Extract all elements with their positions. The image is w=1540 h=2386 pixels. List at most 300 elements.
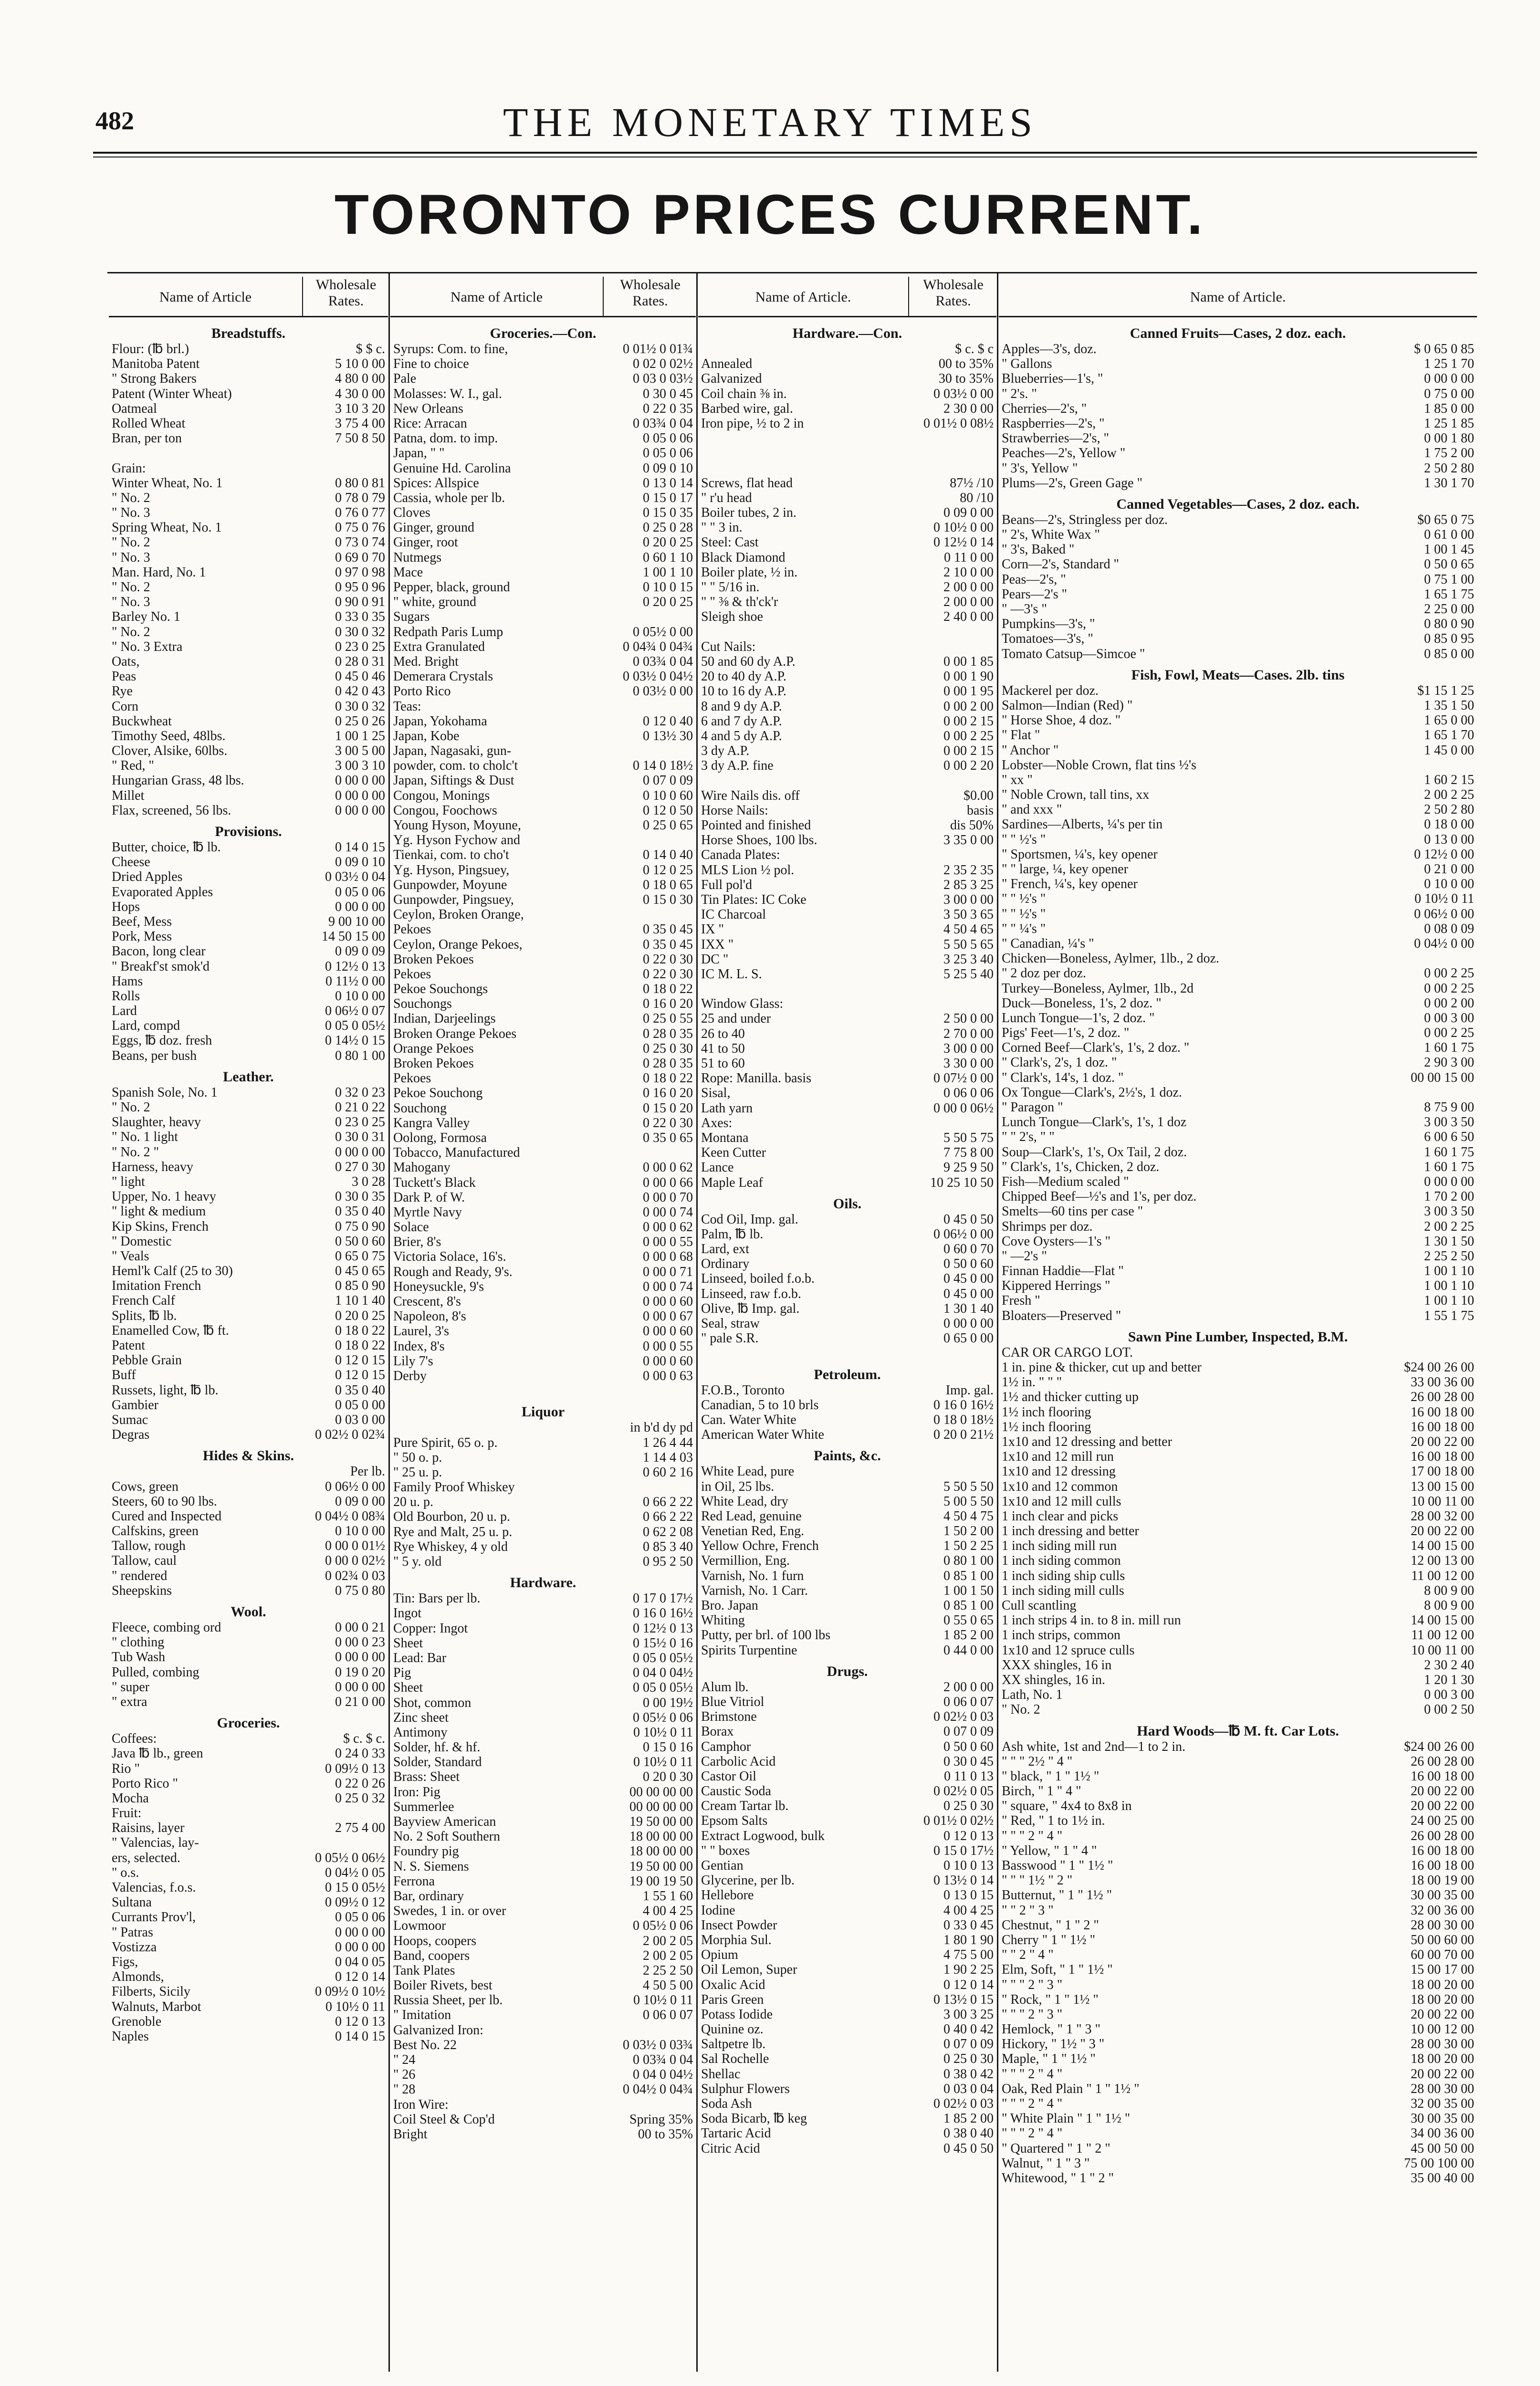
article-name: " Paragon " (1002, 1100, 1063, 1115)
price-row (390, 2023, 696, 2038)
price-row (698, 1873, 996, 1888)
price-row (109, 356, 388, 371)
masthead: THE MONETARY TIMES (503, 99, 1037, 145)
article-name: " Quartered " 1 " 2 " (1002, 2141, 1110, 2156)
article-name: Brier, 8's (393, 1235, 441, 1250)
article-name: Old Bourbon, 20 u. p. (393, 1509, 510, 1525)
price-row (999, 371, 1477, 386)
article-name: Imitation French (112, 1278, 201, 1294)
article-name: Pigs' Feet—1's, 2 doz. " (1002, 1026, 1130, 1041)
price-row (999, 1085, 1477, 1100)
article-price: 0 09 0 00 (335, 1494, 385, 1509)
article-name: Chicken—Boneless, Aylmer, 1lb., 2 doz. (1002, 951, 1219, 966)
price-row (698, 1287, 996, 1301)
article-price: 0 30 0 31 (335, 1130, 385, 1145)
price-row (390, 1324, 696, 1339)
price-row (109, 1865, 388, 1880)
article-price: 0 02½ 0 03 (933, 2096, 994, 2111)
price-row (999, 1375, 1477, 1390)
article-price: 0 14½ 0 15 (325, 1033, 385, 1048)
price-row (109, 1145, 388, 1160)
article-price: 0 60 0 70 (943, 1242, 994, 1257)
price-row (109, 900, 388, 914)
article-name: 50 and 60 dy A.P. (701, 654, 796, 669)
article-name: " No. 2 " (112, 1144, 159, 1160)
article-name: Tallow, rough (112, 1538, 186, 1554)
article-name: " Domestic (112, 1234, 172, 1249)
article-price: 0 00 0 70 (643, 1190, 693, 1205)
article-price: 28 00 30 00 (1411, 1917, 1474, 1933)
article-name: " Veals (112, 1248, 149, 1264)
price-row (390, 1844, 696, 1859)
article-name: Beef, Mess (112, 914, 172, 929)
price-row (390, 982, 696, 996)
article-name: Montana (701, 1130, 749, 1145)
article-name: " Horse Shoe, 4 doz. " (1002, 713, 1121, 728)
price-row (698, 1962, 996, 1977)
article-price: 7 75 8 00 (943, 1145, 994, 1161)
article-name: " " ½'s " (1002, 891, 1046, 907)
price-row (999, 1843, 1477, 1858)
article-price: 20 00 22 00 (1411, 1799, 1474, 1814)
article-name: Fresh " (1002, 1293, 1040, 1308)
price-row (999, 936, 1477, 951)
article-price: 0 01½ 0 02½ (923, 1813, 994, 1829)
price-row (698, 1613, 996, 1628)
article-name: Galvanized Iron: (393, 2022, 483, 2038)
article-price: 0 00 0 55 (643, 1235, 693, 1250)
price-row (698, 907, 996, 922)
article-name: Sheet (393, 1635, 423, 1651)
price-row (999, 817, 1477, 832)
article-price: 3 50 3 65 (943, 907, 994, 922)
price-row (390, 1145, 696, 1160)
price-row (999, 891, 1477, 906)
article-name: Spices: Allspice (393, 475, 479, 491)
article-price: 0 00 0 66 (643, 1175, 693, 1190)
article-price: 3 00 3 25 (943, 2007, 994, 2022)
article-name: Shellac (701, 2066, 741, 2082)
article-price: 0 20 0 21½ (933, 1427, 994, 1443)
article-name: Sugars (393, 609, 430, 625)
article-name: " clothing (112, 1635, 165, 1650)
price-row (999, 2067, 1477, 2082)
article-name: Shrimps per doz. (1002, 1219, 1093, 1234)
article-price: 0 10½ 0 11 (633, 1725, 693, 1740)
article-price: 0 07 0 09 (643, 773, 693, 788)
article-name: Nutmegs (393, 550, 442, 565)
article-name: Whitewood, " 1 " 2 " (1002, 2170, 1114, 2186)
article-price: 1 55 1 60 (643, 1888, 693, 1904)
article-name: Russia Sheet, per lb. (393, 1993, 503, 2008)
article-price: 0 00 0 60 (643, 1324, 693, 1339)
article-price: 0 22 0 30 (643, 966, 693, 982)
article-price: 1 65 1 70 (1424, 728, 1474, 743)
price-row (109, 1338, 388, 1353)
section-heading (390, 1569, 696, 1591)
price-row (109, 1398, 388, 1413)
price-row (698, 1903, 996, 1918)
article-price: 0 00 0 06½ (933, 1100, 994, 1116)
article-price: 0 18 0 18½ (933, 1412, 994, 1427)
price-row (390, 743, 696, 758)
article-name: Iron pipe, ½ to 2 in (701, 416, 804, 431)
price-row (999, 1613, 1477, 1628)
price-row (698, 1271, 996, 1286)
price-row (109, 1746, 388, 1761)
price-row (109, 773, 388, 788)
article-price: 2 50 0 00 (943, 1011, 994, 1026)
section-heading (999, 320, 1477, 342)
article-price: 2 70 0 00 (943, 1026, 994, 1041)
price-row (698, 743, 996, 758)
price-row (109, 1851, 388, 1865)
article-name: Soup—Clark's, 1's, Ox Tail, 2 doz. (1002, 1144, 1187, 1160)
price-row (698, 788, 996, 803)
price-row (390, 1235, 696, 1249)
article-price: 5 50 5 75 (943, 1130, 994, 1145)
article-name: Porto Rico " (112, 1776, 178, 1791)
article-name: Dark P. of W. (393, 1190, 465, 1205)
article-name: Man. Hard, No. 1 (112, 565, 206, 580)
article-price: 3 00 0 00 (943, 1041, 994, 1056)
article-name: Sumac (112, 1412, 148, 1427)
article-name: Demerara Crystals (393, 669, 493, 684)
article-price: 0 07 0 09 (943, 1724, 994, 1739)
price-row (109, 625, 388, 639)
price-row (698, 371, 996, 386)
section-heading-text: Breadstuffs. (211, 325, 286, 341)
article-price: 0 38 0 40 (943, 2126, 994, 2141)
article-name: Butter, choice, ℔ lb. (112, 840, 221, 855)
column-header (390, 276, 696, 317)
article-price: 0 30 0 45 (643, 386, 693, 401)
price-row (390, 654, 696, 669)
article-name: Flour: (℔ brl.) (112, 342, 189, 356)
article-price: 0 13½ 0 14 (933, 1873, 994, 1888)
article-price: 3 30 0 00 (943, 1056, 994, 1071)
article-price: 0 33 0 35 (335, 609, 385, 625)
price-row (390, 907, 696, 922)
article-price: 0 04½ 0 05 (325, 1865, 385, 1880)
column-divider (997, 272, 998, 2372)
article-name: Souchongs (393, 996, 452, 1012)
article-price: 00 00 00 00 (629, 1784, 693, 1800)
article-name: 20 to 40 dy A.P. (701, 669, 786, 684)
article-name: Solder, Standard (393, 1755, 482, 1770)
article-name: Rolled Wheat (112, 416, 186, 431)
price-row (109, 1189, 388, 1204)
price-row (999, 1702, 1477, 1717)
price-row (390, 520, 696, 535)
article-name: 1½ inch flooring (1002, 1404, 1091, 1420)
price-row (390, 1220, 696, 1235)
article-price: 1 65 0 00 (1424, 713, 1474, 728)
article-price: 0 04¾ 0 04¾ (623, 639, 693, 654)
article-name: " Strong Bakers (112, 371, 197, 387)
article-name: Pebble Grain (112, 1353, 182, 1368)
price-row (109, 1969, 388, 1984)
article-price: 0 85 1 00 (943, 1568, 994, 1583)
price-row (390, 2127, 696, 2142)
article-name: Cod Oil, Imp. gal. (701, 1212, 798, 1227)
article-name: " " ½'s " (1002, 906, 1046, 921)
article-price: 0 07½ 0 00 (933, 1071, 994, 1086)
price-row (999, 877, 1477, 891)
article-name: Fine to choice (393, 356, 469, 372)
article-name: Hemlock, " 1 " 3 " (1002, 2022, 1100, 2037)
article-name: Whiting (701, 1613, 745, 1628)
price-row (390, 356, 696, 371)
price-row (999, 1583, 1477, 1598)
article-name: Figs, (112, 1954, 138, 1969)
article-price: 0 35 0 40 (335, 1382, 385, 1398)
article-price: 0 25 0 32 (335, 1790, 385, 1806)
article-price: 0 00 3 00 (1424, 1010, 1474, 1026)
price-row (109, 1130, 388, 1144)
article-price: 0 14 0 18½ (633, 758, 693, 774)
price-row (390, 2082, 696, 2097)
price-row (109, 1234, 388, 1249)
article-name: Oats, (112, 654, 140, 669)
price-row (390, 461, 696, 476)
article-name: Varnish, No. 1 furn (701, 1568, 804, 1583)
article-name: " light & medium (112, 1204, 206, 1219)
price-row (999, 1055, 1477, 1070)
price-row (390, 1294, 696, 1309)
price-row (109, 609, 388, 624)
section-heading (698, 1190, 996, 1212)
price-row (999, 1040, 1477, 1055)
article-price: 0 09 0 09 (335, 944, 385, 959)
article-price: 16 00 18 00 (1411, 1858, 1474, 1873)
article-price: 0 12 0 40 (643, 713, 693, 729)
article-price: 75 00 100 00 (1404, 2156, 1474, 2171)
article-name: 1 inch clear and picks (1002, 1508, 1119, 1524)
article-name: Rye (112, 684, 133, 699)
article-name: Sheet (393, 1680, 423, 1695)
article-name: Grain: (112, 460, 146, 476)
price-row (390, 1636, 696, 1651)
article-name: " Red, " 1 to 1½ in. (1002, 1813, 1105, 1829)
article-name: Japan, Nagasaki, gun- (393, 743, 512, 759)
price-row (999, 2037, 1477, 2051)
article-price: 00 00 00 00 (629, 1799, 693, 1814)
price-column-4 (999, 272, 1477, 2372)
price-row (109, 840, 388, 855)
article-price: 4 75 5 00 (943, 1947, 994, 1963)
article-price: 0 03½ 0 04 (325, 869, 385, 885)
article-name: Keen Cutter (701, 1145, 766, 1161)
article-name: Calfskins, green (112, 1524, 199, 1539)
article-price: 2 30 2 40 (1424, 1657, 1474, 1673)
price-row (109, 520, 388, 535)
price-row (698, 1494, 996, 1509)
article-name: " " 2 " 3 " (1002, 1903, 1054, 1918)
article-name: " " 3 in. (701, 520, 743, 535)
article-price: 0 62 2 08 (643, 1524, 693, 1539)
article-name: American Water White (701, 1427, 824, 1443)
article-name: Degras (112, 1427, 150, 1443)
price-row (109, 1018, 388, 1033)
article-name: Full pol'd (701, 877, 752, 892)
article-name: Sulphur Flowers (701, 2081, 790, 2096)
article-name: 1x10 and 12 mill culls (1002, 1494, 1121, 1509)
price-row (999, 1204, 1477, 1219)
price-row (698, 996, 996, 1011)
article-price: 0 18 0 65 (643, 877, 693, 892)
price-row (698, 1918, 996, 1933)
article-name: Blue Vitriol (701, 1694, 765, 1709)
article-name: French Calf (112, 1293, 175, 1308)
price-row (698, 967, 996, 982)
article-price: 0 18 0 22 (335, 1338, 385, 1353)
article-price: 14 00 15 00 (1411, 1613, 1474, 1628)
price-row (390, 1934, 696, 1948)
price-row (109, 1650, 388, 1664)
article-price: 5 00 5 50 (943, 1494, 994, 1509)
article-price: 0 04 0 04½ (633, 1665, 693, 1681)
article-name: Gunpowder, Moyune (393, 877, 507, 892)
price-row (390, 1859, 696, 1874)
price-row (109, 743, 388, 758)
price-row (999, 832, 1477, 847)
price-row (999, 1219, 1477, 1234)
price-row (390, 550, 696, 565)
article-price: 4 30 0 00 (335, 386, 385, 401)
section-heading-text: Wool. (230, 1604, 266, 1620)
article-name: Walnuts, Marbot (112, 1999, 201, 2014)
price-row (390, 1993, 696, 2008)
article-price: 0 10 0 60 (643, 788, 693, 803)
article-price: 0 05 0 05½ (633, 1650, 693, 1665)
price-row (109, 1910, 388, 1925)
article-price: $ 0 65 0 85 (1414, 342, 1474, 356)
article-name: Sultana (112, 1895, 152, 1910)
article-name: Cove Oysters—1's " (1002, 1234, 1111, 1249)
price-row (999, 1420, 1477, 1434)
article-price: 35 00 40 00 (1411, 2170, 1474, 2186)
article-name: Varnish, No. 1 Carr. (701, 1583, 808, 1598)
article-price: 0 35 0 45 (643, 922, 693, 937)
price-row (698, 446, 996, 460)
article-price: 1 60 1 75 (1424, 1159, 1474, 1174)
article-name: Japan, Kobe (393, 728, 460, 743)
article-price: 0 00 0 67 (643, 1309, 693, 1324)
article-name: Carbolic Acid (701, 1754, 776, 1769)
price-row (999, 1189, 1477, 1204)
price-row (390, 1249, 696, 1264)
price-row (698, 699, 996, 714)
price-row (109, 431, 388, 446)
article-name: " Flat " (1002, 728, 1040, 743)
article-name: " " ¼'s " (1002, 921, 1046, 936)
article-name: Eggs, ℔ doz. fresh (112, 1033, 212, 1048)
article-name: Barbed wire, gal. (701, 401, 793, 416)
article-name: 1 in. pine & thicker, cut up and better (1002, 1360, 1202, 1375)
price-row (390, 1651, 696, 1665)
article-price: 7 50 8 50 (335, 431, 385, 446)
article-name: Grenoble (112, 2014, 162, 2029)
article-name: Broken Pekoes (393, 952, 474, 967)
price-row (698, 714, 996, 729)
article-name: Napoleon, 8's (393, 1309, 466, 1324)
article-price: 1 70 2 00 (1424, 1189, 1474, 1204)
article-price: $0.00 (964, 788, 994, 803)
article-price: 18 00 00 00 (629, 1829, 693, 1844)
article-price: 0 12 0 15 (335, 1353, 385, 1368)
price-row (698, 609, 996, 624)
article-price: 2 00 0 00 (943, 595, 994, 610)
price-row (999, 2111, 1477, 2126)
article-name: Opium (701, 1947, 738, 1963)
article-name: 1 inch siding mill run (1002, 1538, 1117, 1554)
article-price: 0 10 0 00 (335, 988, 385, 1004)
article-price: 00 to 35% (638, 2126, 693, 2142)
article-name: Oak, Red Plain " 1 " 1½ " (1002, 2081, 1140, 2096)
article-name: Rye and Malt, 25 u. p. (393, 1524, 513, 1539)
article-name: Lowmoor (393, 1918, 446, 1934)
price-row (698, 1301, 996, 1316)
article-price: 1 00 1 25 (335, 728, 385, 743)
article-name: Sisal, (701, 1086, 731, 1101)
article-price: 0 35 0 65 (643, 1130, 693, 1145)
price-row (698, 1524, 996, 1538)
article-price: 5 50 5 65 (943, 937, 994, 952)
article-name: Pulled, combing (112, 1664, 199, 1680)
article-price: 3 0 28 (352, 1174, 385, 1189)
article-price: 0 12 0 13 (335, 2014, 385, 2029)
article-name: Derby (393, 1368, 427, 1383)
article-name: Bacon, long clear (112, 944, 206, 959)
price-row (698, 1101, 996, 1116)
price-row (999, 1628, 1477, 1643)
price-row (698, 595, 996, 609)
section-heading (109, 1063, 388, 1085)
article-price: 1 10 1 40 (335, 1293, 385, 1308)
article-name: Tomatoes—3's, " (1002, 631, 1093, 647)
price-row (390, 1420, 696, 1435)
article-name: Tobacco, Manufactured (393, 1145, 520, 1161)
article-price: $ $ c. (356, 342, 385, 356)
article-name: Tartaric Acid (701, 2126, 771, 2141)
article-price: 0 00 0 00 (335, 773, 385, 788)
article-name: Hoops, coopers (393, 1933, 477, 1948)
price-row (109, 1509, 388, 1524)
article-name: Ash white, 1st and 2nd—1 to 2 in. (1002, 1739, 1185, 1754)
price-row (390, 773, 696, 788)
article-name: Filberts, Sicily (112, 1984, 190, 1999)
article-name: Sal Rochelle (701, 2051, 769, 2067)
article-name: Cream Tartar lb. (701, 1799, 789, 1814)
price-row (999, 2022, 1477, 2037)
price-row (999, 1160, 1477, 1174)
article-price: 0 05 0 06 (643, 446, 693, 461)
price-row (999, 966, 1477, 981)
price-row (999, 2096, 1477, 2111)
article-name: " " boxes (701, 1843, 750, 1858)
price-row (390, 1205, 696, 1220)
article-price: 1 00 1 10 (1424, 1278, 1474, 1294)
price-row (109, 1204, 388, 1219)
article-price: 18 00 20 00 (1411, 2051, 1474, 2067)
article-price: 0 21 0 00 (335, 1694, 385, 1709)
price-row (109, 1219, 388, 1234)
article-name: Cherries—2's, " (1002, 401, 1087, 416)
article-price: 0 00 0 00 (335, 1650, 385, 1665)
price-row (109, 1427, 388, 1442)
article-price: 1 35 1 50 (1424, 698, 1474, 713)
